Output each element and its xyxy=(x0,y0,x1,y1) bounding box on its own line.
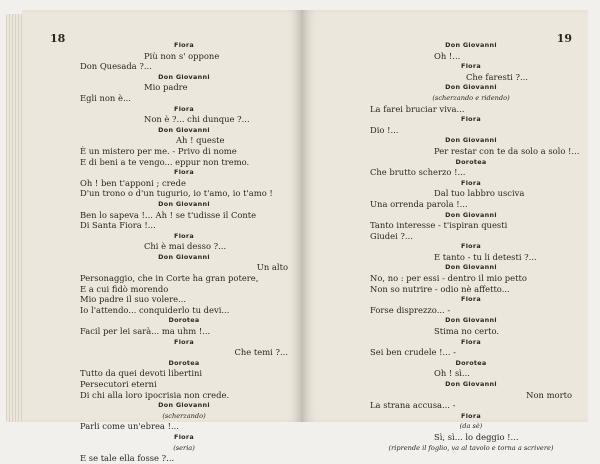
speaker-name: Flora xyxy=(461,411,481,420)
verse-line: Ben lo sapeva !... Ah ! se t'udisse il Conte xyxy=(80,209,257,220)
speaker-name: Don Giovanni xyxy=(445,316,497,325)
speaker-name: Dorotea xyxy=(455,358,487,367)
speaker-name: Flora xyxy=(461,337,481,346)
verse-line: Dal tuo labbro usciva xyxy=(434,188,525,199)
verse-line: Non so nutrire - odio nè affetto... xyxy=(370,283,510,294)
speaker-name: Dorotea xyxy=(168,316,200,325)
stage-direction: (seria) xyxy=(173,443,195,452)
speaker-name: Don Giovanni xyxy=(445,380,497,388)
verse-line: Una orrenda parola !... xyxy=(370,198,468,209)
verse-line: E a cui fidò morendo xyxy=(80,283,169,294)
speaker-name: Don Giovanni xyxy=(158,125,210,134)
speaker-name: Don Giovanni xyxy=(158,72,210,81)
verse-line: E se tale ella fosse ?... xyxy=(80,453,175,464)
verse-line: Tutto da quei devoti libertini xyxy=(80,368,203,379)
speaker-name: Flora xyxy=(461,62,481,71)
verse-line: Oh ! ben t'apponi ; crede xyxy=(80,177,186,188)
verse-line: Sì, sì... lo deggio !... xyxy=(434,431,519,442)
verse-line: Chi è mai desso ?... xyxy=(144,241,227,252)
verse-line: La farei bruciar viva... xyxy=(370,103,465,114)
verse-line: Don Quesada ?... xyxy=(80,61,152,72)
verse-line: E di beni a te vengo... eppur non tremo. xyxy=(80,156,250,167)
stage-direction: (scherzando e ridendo) xyxy=(432,93,510,102)
verse-line: Che faresti ?... xyxy=(466,71,528,82)
speaker-name: Flora xyxy=(461,242,481,251)
speaker-name: Don Giovanni xyxy=(158,252,210,261)
verse-line: Tanto interesse - t'ispiran questi xyxy=(370,220,508,231)
verse-line: Stima no certo. xyxy=(434,326,500,337)
left-page xyxy=(22,10,302,464)
verse-line: Personaggio, che in Corte ha gran potere, xyxy=(80,273,259,284)
verse-line: D'un trono o d'un tugurio, io t'amo, io t'amo ! xyxy=(80,188,273,199)
verse-line: Per restar con te da solo a solo !... xyxy=(434,145,580,156)
speaker-name: Flora xyxy=(174,168,194,177)
verse-line: Persecutori eterni xyxy=(80,379,157,389)
verse-line: Facil per lei sarà... ma uhm !... xyxy=(80,326,211,337)
verse-line: La strana accusa... - xyxy=(370,400,456,411)
speaker-name: Dorotea xyxy=(455,157,487,166)
verse-line: Di chi alla loro ipocrisia non crede. xyxy=(80,389,230,400)
speaker-name: Flora xyxy=(461,295,481,304)
verse-line: Mio padre il suo volere... xyxy=(80,294,187,305)
verse-line: No, no : per essi - dentro il mio petto xyxy=(370,273,527,284)
verse-line: Un alto xyxy=(256,262,288,273)
stage-direction: (riprende il foglio, va al tavolo e torna a scrivere) xyxy=(388,443,554,452)
speaker-name: Flora xyxy=(174,337,194,346)
left-page-text xyxy=(80,40,288,464)
right-page xyxy=(302,10,588,452)
speaker-name: Don Giovanni xyxy=(445,83,497,92)
verse-line: Che temi ?... xyxy=(234,347,288,358)
verse-line: Dio !... xyxy=(370,124,399,135)
speaker-name: Flora xyxy=(174,41,194,49)
verse-line: Giudei ?... xyxy=(370,230,413,241)
verse-line: Ah ! queste xyxy=(176,135,225,146)
stage-direction: (scherzando) xyxy=(162,411,206,420)
verse-line: Oh ! sì... xyxy=(434,368,470,379)
speaker-name: Don Giovanni xyxy=(158,199,210,208)
verse-line: Io l'attendo... conquiderlo tu devi... xyxy=(80,304,230,315)
verse-line: Parli come un'ebrea !... xyxy=(80,421,179,432)
speaker-name: Flora xyxy=(174,231,194,240)
speaker-name: Don Giovanni xyxy=(445,210,497,219)
verse-line: Mio padre xyxy=(144,82,188,93)
speaker-name: Don Giovanni xyxy=(445,136,497,145)
verse-line: Più non s' oppone xyxy=(144,50,220,61)
speaker-name: Don Giovanni xyxy=(445,41,497,49)
speaker-name: Flora xyxy=(461,178,481,187)
speaker-name: Dorotea xyxy=(168,358,200,367)
verse-line: È un mistero per me. - Privo di nome xyxy=(80,145,237,156)
page-number-left: 18 xyxy=(50,32,66,45)
verse-line: Sei ben crudele !... - xyxy=(370,347,456,358)
speaker-name: Flora xyxy=(174,104,194,113)
right-page-text xyxy=(370,40,580,453)
verse-line: Non è ?... chi dunque ?... xyxy=(144,114,250,125)
speaker-name: Don Giovanni xyxy=(158,401,210,410)
verse-line: Non morto xyxy=(526,389,572,400)
verse-line: Che brutto scherzo !... xyxy=(370,167,466,178)
speaker-name: Flora xyxy=(174,432,194,441)
verse-line: Oh !... xyxy=(434,50,461,61)
verse-line: Forse disprezzo... - xyxy=(370,304,451,315)
speaker-name: Don Giovanni xyxy=(445,263,497,272)
verse-line: Di Santa Fiora !... xyxy=(80,220,156,231)
verse-line: Egli non è... xyxy=(80,92,131,103)
page-number-right: 19 xyxy=(556,32,572,45)
speaker-name: Flora xyxy=(461,115,481,124)
stage-direction: (da sè) xyxy=(459,422,483,431)
verse-line: E tanto - tu li detesti ?... xyxy=(434,251,537,262)
